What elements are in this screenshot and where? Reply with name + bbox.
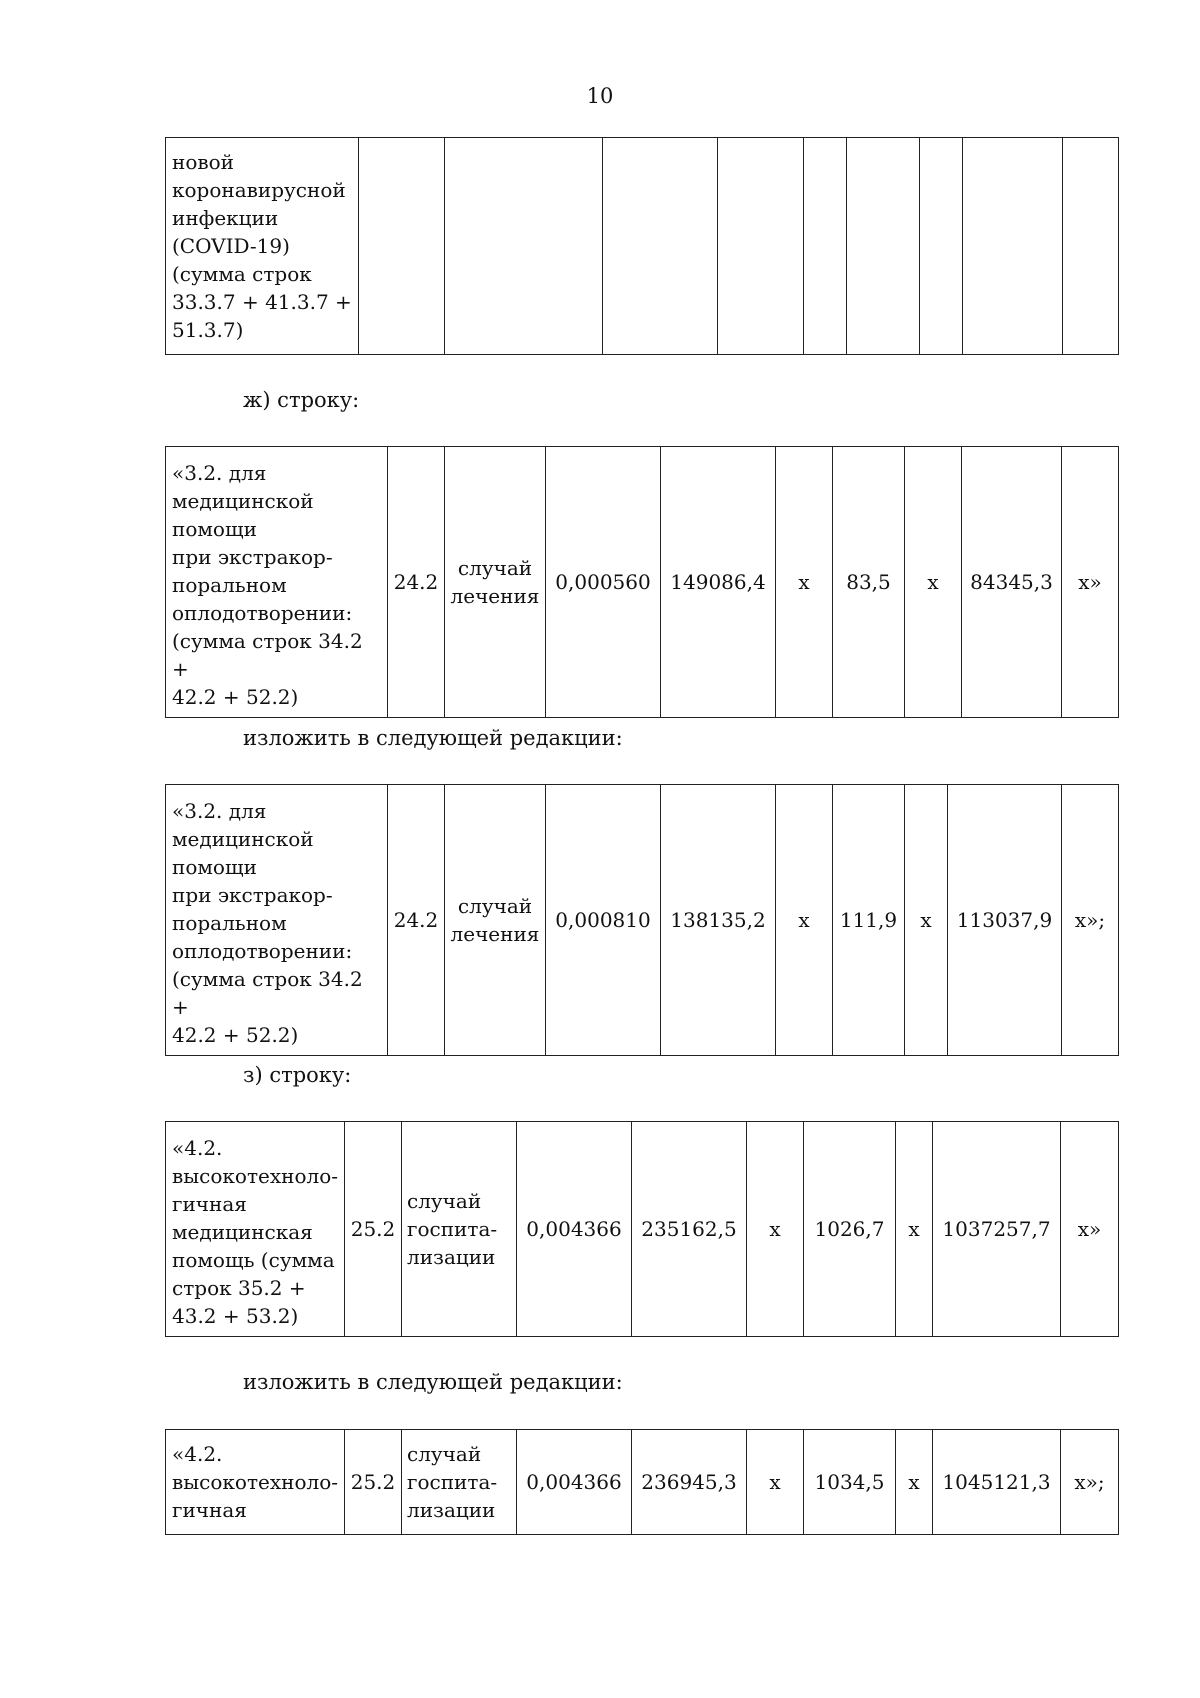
row-value: x» — [1061, 1122, 1119, 1337]
table-continuation — [165, 137, 1119, 355]
row-unit: случай госпита- лизации — [402, 1122, 517, 1337]
row-value: 0,000810 — [546, 785, 661, 1056]
table-old-4-2 — [165, 1121, 1119, 1337]
row-value: 235162,5 — [632, 1122, 747, 1337]
table-old-3-2 — [165, 446, 1119, 718]
row-value: 113037,9 — [948, 785, 1062, 1056]
row-value: x — [905, 447, 962, 718]
paragraph-z: з) строку: — [243, 1063, 352, 1087]
row-value: x — [776, 785, 833, 1056]
row-name: «4.2. высокотехноло- гичная медицинская помощь (сумма строк 35.2 + 43.2 + 53.2) — [166, 1122, 345, 1337]
row-value: x»; — [1062, 785, 1119, 1056]
row-value: 0,004366 — [517, 1430, 632, 1535]
paragraph-new-1: изложить в следующей редакции: — [243, 726, 623, 750]
row-unit: случай госпита- лизации — [402, 1430, 517, 1535]
paragraph-new-2: изложить в следующей редакции: — [243, 1370, 623, 1394]
row-value: 236945,3 — [632, 1430, 747, 1535]
row-code: 25.2 — [345, 1122, 402, 1337]
row-value: x»; — [1061, 1430, 1119, 1535]
row-value: 1034,5 — [804, 1430, 896, 1535]
row-value: 83,5 — [833, 447, 905, 718]
row-code: 25.2 — [345, 1430, 402, 1535]
table-new-3-2 — [165, 784, 1119, 1056]
table-row — [166, 785, 1119, 1056]
row-name: «3.2. для медицинской помощи при экстракор- поральном оплодотворении: (сумма строк 34.2 + 42.2 + 52.2) — [166, 785, 388, 1056]
row-code: 24.2 — [388, 447, 445, 718]
row-value: x» — [1062, 447, 1119, 718]
table-row — [166, 1122, 1119, 1337]
row-value: 1026,7 — [804, 1122, 896, 1337]
row-value: 0,004366 — [517, 1122, 632, 1337]
row-value: 149086,4 — [661, 447, 776, 718]
row-value: 111,9 — [833, 785, 905, 1056]
page-number: 10 — [586, 84, 614, 108]
row-value: x — [896, 1122, 933, 1337]
row-value: 1045121,3 — [933, 1430, 1061, 1535]
table-row — [166, 138, 1119, 355]
row-value: 1037257,7 — [933, 1122, 1061, 1337]
row-value: x — [747, 1122, 804, 1337]
row-unit: случай лечения — [445, 447, 546, 718]
row-value: x — [905, 785, 948, 1056]
table-new-4-2 — [165, 1429, 1119, 1535]
row-value: 84345,3 — [962, 447, 1062, 718]
row-value: x — [776, 447, 833, 718]
table-row — [166, 1430, 1119, 1535]
row-name: «3.2. для медицинской помощи при экстракор- поральном оплодотворении: (сумма строк 34.2 + 42.2 + 52.2) — [166, 447, 388, 718]
row-value: 138135,2 — [661, 785, 776, 1056]
row-value: 0,000560 — [546, 447, 661, 718]
row-unit: случай лечения — [445, 785, 546, 1056]
row-name: «4.2. высокотехноло- гичная — [166, 1430, 345, 1535]
table-row — [166, 447, 1119, 718]
row-value: x — [747, 1430, 804, 1535]
row-value: x — [896, 1430, 933, 1535]
paragraph-zh: ж) строку: — [243, 388, 360, 412]
row-code: 24.2 — [388, 785, 445, 1056]
row-name: новой коронавирусной инфекции (COVID-19) (сумма строк 33.3.7 + 41.3.7 + 51.3.7) — [166, 138, 359, 355]
